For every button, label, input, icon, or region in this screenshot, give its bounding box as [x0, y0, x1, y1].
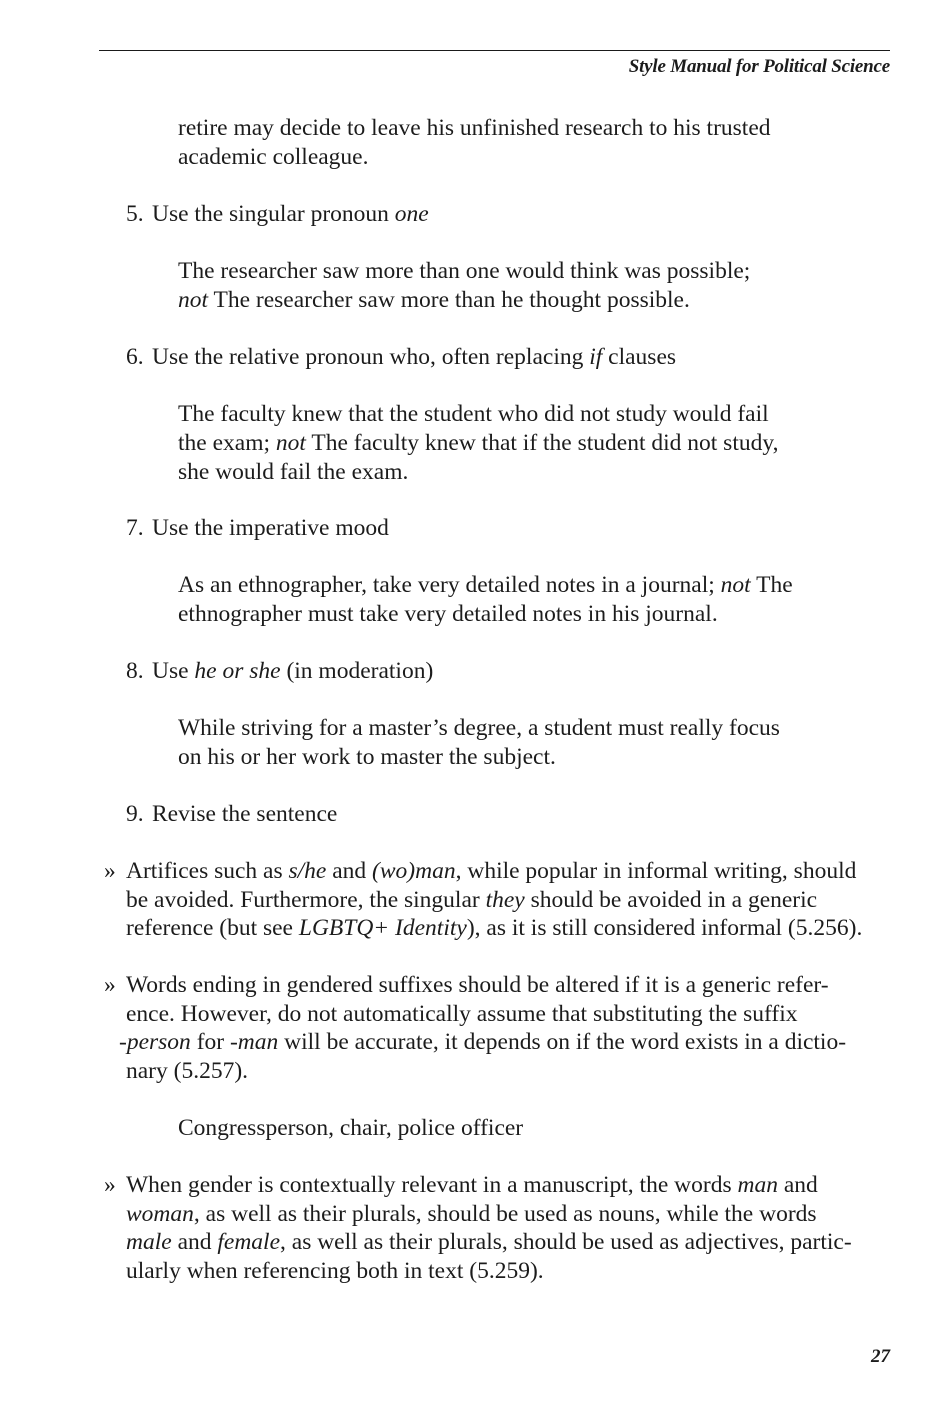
example-5-line-1: The researcher saw more than one would think was possible; [178, 258, 751, 284]
list-item-6: 6. Use the relative pronoun who, often replacing if clauses [126, 344, 677, 370]
bullet-1-line-3: reference (but see LGBTQ+ Identity), as it is still considered informal (5.256). [126, 915, 863, 941]
example-8-line-1: While striving for a master’s degree, a student must really focus [178, 715, 780, 741]
example-6-line-1: The faculty knew that the student who did not study would fail [178, 401, 769, 427]
page-number: 27 [871, 1346, 890, 1367]
bullet-2-example: Congressperson, chair, police officer [178, 1115, 524, 1141]
bullet-2-line-3: -person for -man will be accurate, it depends on if the word exists in a dictio- [119, 1029, 847, 1055]
example-6-line-2: the exam; not The faculty knew that if the student did not study, [178, 430, 779, 456]
example-7-line-2: ethnographer must take very detailed notes in his journal. [178, 601, 718, 627]
example-5-line-2: not The researcher saw more than he thought possible. [178, 287, 690, 313]
example-6-line-3: she would fail the exam. [178, 459, 409, 485]
list-item-8: 8. Use he or she (in moderation) [126, 658, 434, 684]
example-8-line-2: on his or her work to master the subject. [178, 744, 556, 770]
bullet-3-line-3: male and female, as well as their plurals, should be used as adjectives, partic- [126, 1229, 852, 1255]
item-number: 8. [126, 658, 144, 684]
bullet-marker: » [104, 972, 116, 998]
bullet-1-line-2: be avoided. Furthermore, the singular they should be avoided in a generic [126, 887, 818, 913]
bullet-3-line-2: woman, as well as their plurals, should be used as nouns, while the words [126, 1201, 817, 1227]
item-number: 6. [126, 344, 144, 370]
item-number: 7. [126, 515, 144, 541]
header-rule [99, 50, 890, 51]
bullet-3-line-1: When gender is contextually relevant in a manuscript, the words man and [126, 1172, 818, 1198]
list-item-5: 5. Use the singular pronoun one [126, 201, 429, 227]
running-head: Style Manual for Political Science [628, 56, 890, 77]
bullet-2-line-2: ence. However, do not automatically assume that substituting the suffix [126, 1001, 798, 1027]
item-number: 9. [126, 801, 144, 827]
bullet-1-line-1: Artifices such as s/he and (wo)man, while popular in informal writing, should [126, 858, 857, 884]
bullet-marker: » [104, 858, 116, 884]
bullet-2-line-4: nary (5.257). [126, 1058, 249, 1084]
bullet-2-line-1: Words ending in gendered suffixes should be altered if it is a generic refer- [126, 972, 829, 998]
example-7-line-1: As an ethnographer, take very detailed notes in a journal; not The [178, 572, 793, 598]
continuation-line-2: academic colleague. [178, 144, 369, 170]
list-item-9: 9. Revise the sentence [126, 801, 338, 827]
bullet-3-line-4: ularly when referencing both in text (5.259). [126, 1258, 544, 1284]
bullet-marker: » [104, 1172, 116, 1198]
item-number: 5. [126, 201, 144, 227]
list-item-7: 7. Use the imperative mood [126, 515, 389, 541]
continuation-line-1: retire may decide to leave his unfinished research to his trusted [178, 115, 771, 141]
